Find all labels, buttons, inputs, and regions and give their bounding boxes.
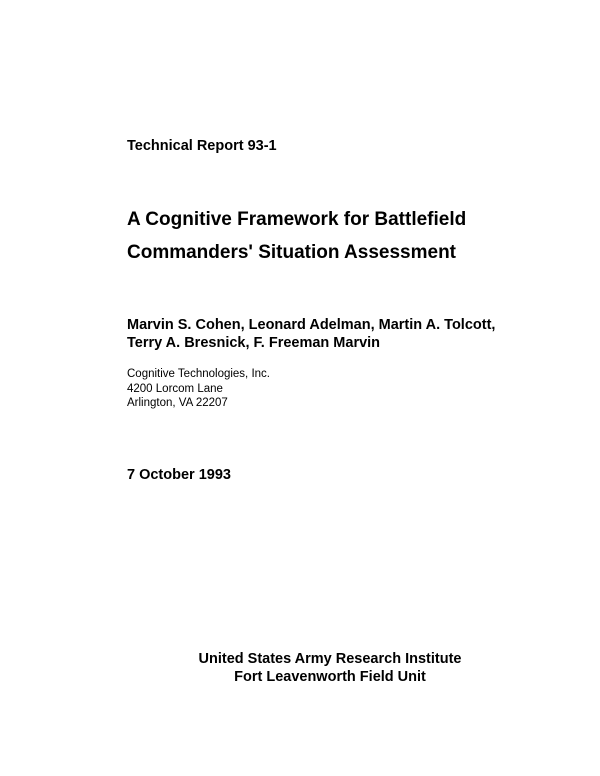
organization-address [127, 367, 270, 411]
organization-name: Cognitive Technologies, Inc. [127, 368, 270, 380]
authors-line-1: Marvin S. Cohen, Leonard Adelman, Martin A. Tolcott, [127, 317, 496, 333]
sponsoring-institute [0, 650, 600, 686]
authors [127, 316, 495, 352]
report-number: Technical Report 93-1 [127, 138, 277, 154]
institute-line-2: Fort Leavenworth Field Unit [234, 669, 426, 685]
report-date: 7 October 1993 [127, 467, 231, 483]
title-line-2: Commanders' Situation Assessment [127, 242, 457, 263]
organization-city: Arlington, VA 22207 [127, 397, 228, 409]
institute-line-1: United States Army Research Institute [198, 651, 462, 667]
title-line-1: A Cognitive Framework for Battlefield [127, 209, 467, 230]
organization-street: 4200 Lorcom Lane [127, 382, 223, 395]
document-title [127, 203, 466, 269]
authors-line-2: Terry A. Bresnick, F. Freeman Marvin [127, 335, 381, 351]
